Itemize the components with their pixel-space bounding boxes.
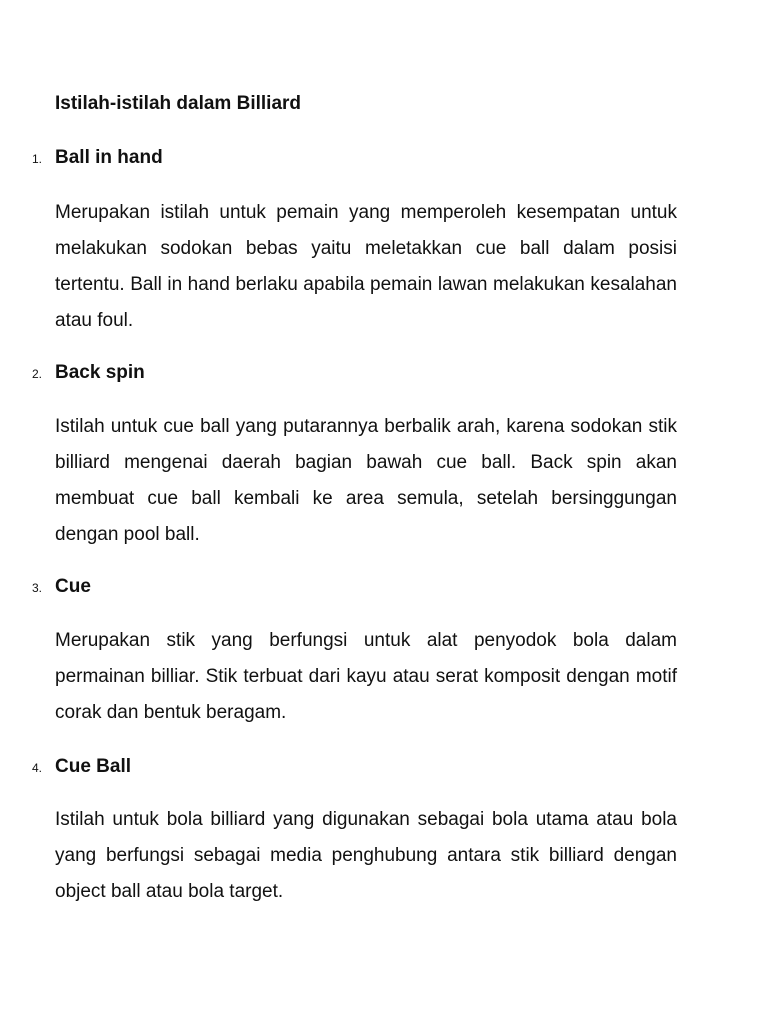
term-definition: Merupakan stik yang berfungsi untuk alat penyodok bola dalam permainan billiar. Stik terbuat dari kayu atau serat komposit dengan motif corak dan bentuk beragam. — [55, 630, 677, 723]
document-title: Istilah-istilah dalam Billiard — [55, 93, 302, 114]
term-number: 3. — [32, 581, 43, 595]
term-number: 4. — [32, 761, 43, 775]
term-definition: Istilah untuk cue ball yang putarannya berbalik arah, karena sodokan stik billiard mengenai daerah bagian bawah cue ball. Back spin akan membuat cue ball kembali ke area semula, setelah bersinggungan dengan pool ball. — [55, 416, 677, 545]
term-definition: Merupakan istilah untuk pemain yang memperoleh kesempatan untuk melakukan sodokan bebas yaitu meletakkan cue ball dalam posisi tertentu. Ball in hand berlaku apabila pemain lawan melakukan kesalahan atau foul. — [55, 202, 677, 331]
term-number: 1. — [32, 152, 43, 166]
term-number: 2. — [32, 367, 43, 381]
term-definition: Istilah untuk bola billiard yang digunakan sebagai bola utama atau bola yang berfungsi sebagai media penghubung antara stik billiard dengan object ball atau bola target. — [55, 809, 677, 902]
term-heading: Cue Ball — [55, 756, 132, 777]
term-heading: Back spin — [55, 362, 145, 383]
term-heading: Ball in hand — [55, 147, 163, 168]
term-heading: Cue — [55, 576, 91, 597]
